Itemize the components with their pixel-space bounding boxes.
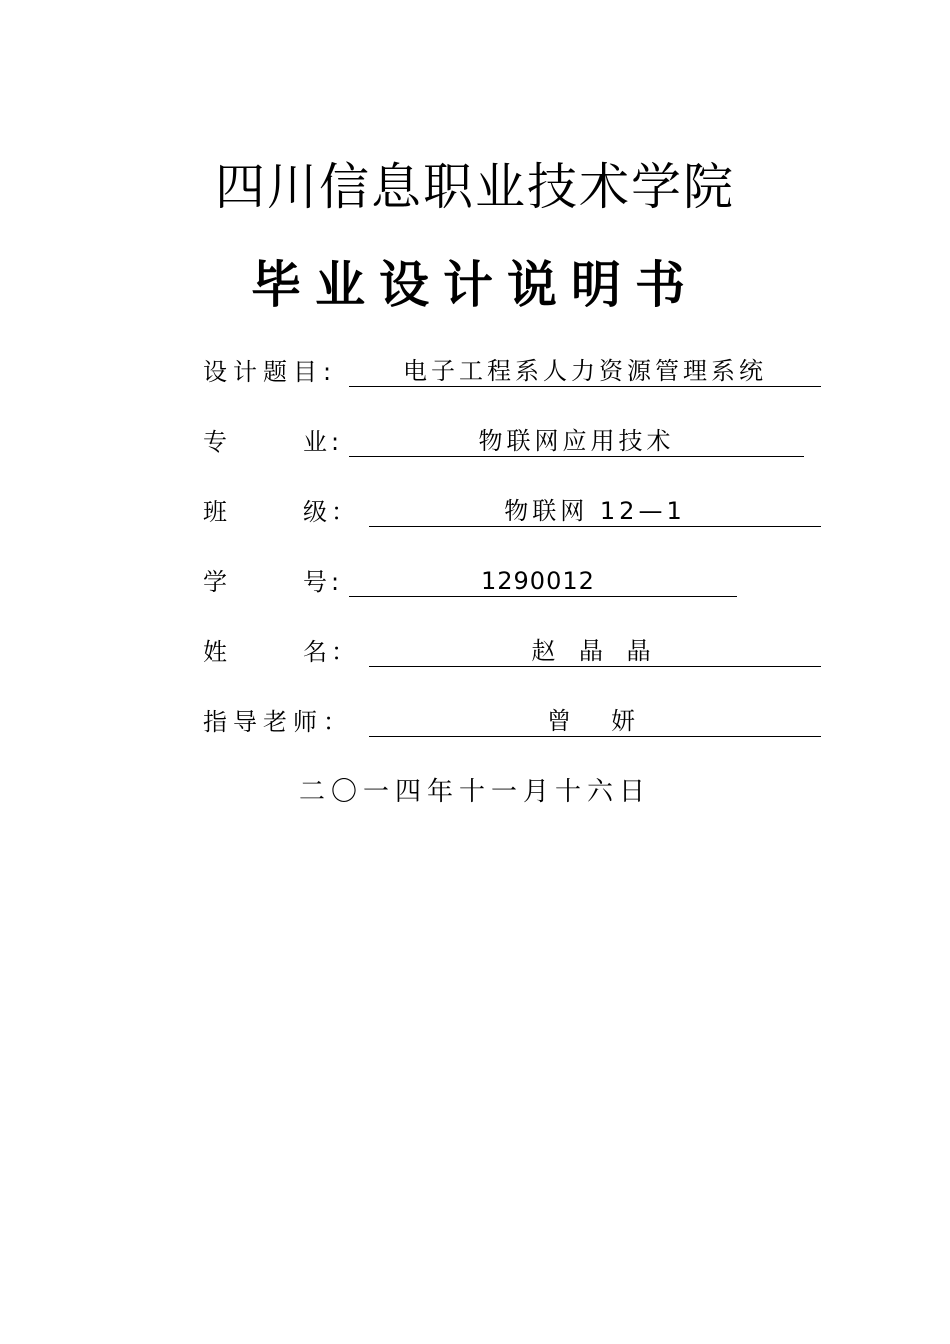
topic-label: 设计题目: <box>203 358 338 386</box>
class-field <box>369 496 821 527</box>
advisor-field <box>369 706 821 737</box>
student-id-field <box>349 566 737 597</box>
topic-value: 电子工程系人力资源管理系统 <box>403 357 767 385</box>
major-field <box>349 426 804 457</box>
student-id-value: 1290012 <box>481 567 595 595</box>
document-title: 毕业设计说明书 <box>251 256 699 314</box>
name-field <box>369 636 821 667</box>
submission-date: 二〇一四年十一月十六日 <box>298 777 651 807</box>
advisor-label: 指导老师： <box>203 708 353 736</box>
topic-field <box>349 356 821 387</box>
class-value: 物联网 12—1 <box>504 497 686 525</box>
major-value: 物联网应用技术 <box>478 427 675 455</box>
cover-page: 四川信息职业技术学院 毕业设计说明书 设计题目: 电子工程系人力资源管理系统 专 业 : 物联网应用技术 班 级 ： 物联网 12—1 学 号 : 1290012 姓 名 ： 赵 晶 晶 指导老师： 曾 妍 二〇一四年十一月十六日 <box>0 0 950 1344</box>
school-name: 四川信息职业技术学院 <box>215 158 735 216</box>
advisor-value: 曾 妍 <box>547 707 643 735</box>
name-value: 赵 晶 晶 <box>531 637 659 665</box>
